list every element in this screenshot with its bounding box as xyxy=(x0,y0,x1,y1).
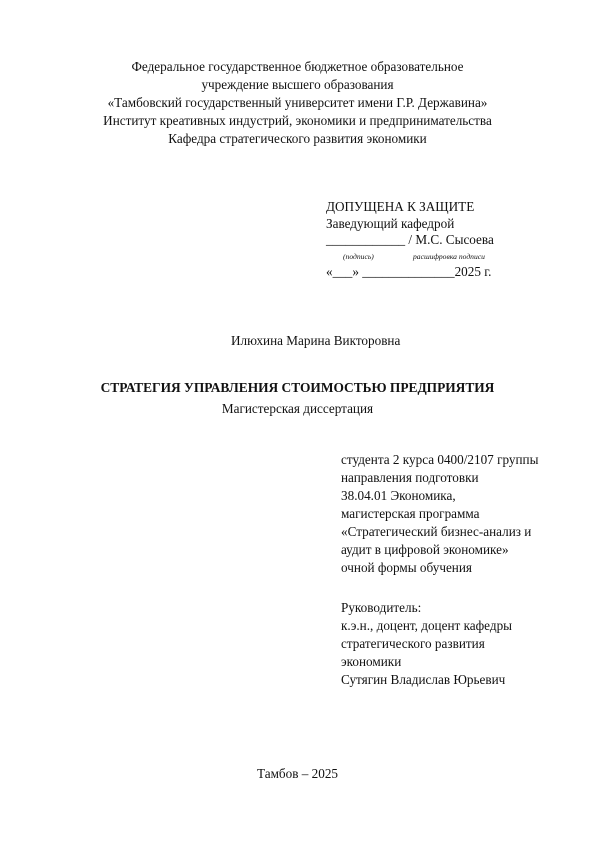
supervisor-label: Руководитель: xyxy=(341,600,422,615)
student-info-line: аудит в цифровой экономике» xyxy=(341,542,509,557)
approval-role: Заведующий кафедрой xyxy=(326,216,455,231)
supervisor-line: экономики xyxy=(341,654,402,669)
student-info-line: 38.04.01 Экономика, xyxy=(341,488,456,503)
approval-title: ДОПУЩЕНА К ЗАЩИТЕ xyxy=(326,199,475,214)
student-info-line: очной формы обучения xyxy=(341,560,472,575)
author-name: Илюхина Марина Викторовна xyxy=(231,333,401,348)
city-year: Тамбов – 2025 xyxy=(256,766,339,781)
student-info-line: студента 2 курса 0400/2107 группы xyxy=(341,452,539,467)
student-info-line: «Стратегический бизнес-анализ и xyxy=(341,524,532,539)
university-name: «Тамбовский государственный университет имени Г.Р. Державина» xyxy=(107,95,488,110)
supervisor-name: Сутягин Владислав Юрьевич xyxy=(341,672,506,687)
student-info-line: направления подготовки xyxy=(341,470,479,485)
supervisor-line: к.э.н., доцент, доцент кафедры xyxy=(341,618,513,633)
approval-date-line: «___» ______________2025 г. xyxy=(326,264,492,279)
supervisor-line: стратегического развития xyxy=(341,636,485,651)
caption-signature: (подпись) xyxy=(343,252,374,261)
thesis-title: СТРАТЕГИЯ УПРАВЛЕНИЯ СТОИМОСТЬЮ ПРЕДПРИЯТИЯ xyxy=(100,380,495,395)
thesis-type: Магистерская диссертация xyxy=(221,401,374,416)
approval-signature-line: ____________ / М.С. Сысоева xyxy=(326,232,494,247)
student-info-line: магистерская программа xyxy=(341,506,480,521)
caption-decode: расшифровка подписи xyxy=(413,252,485,261)
department-name: Кафедра стратегического развития экономики xyxy=(168,131,427,146)
org-line-2: учреждение высшего образования xyxy=(201,77,394,92)
org-line-1: Федеральное государственное бюджетное образовательное xyxy=(131,59,464,74)
institute-name: Институт креативных индустрий, экономики и предпринимательства xyxy=(103,113,492,128)
